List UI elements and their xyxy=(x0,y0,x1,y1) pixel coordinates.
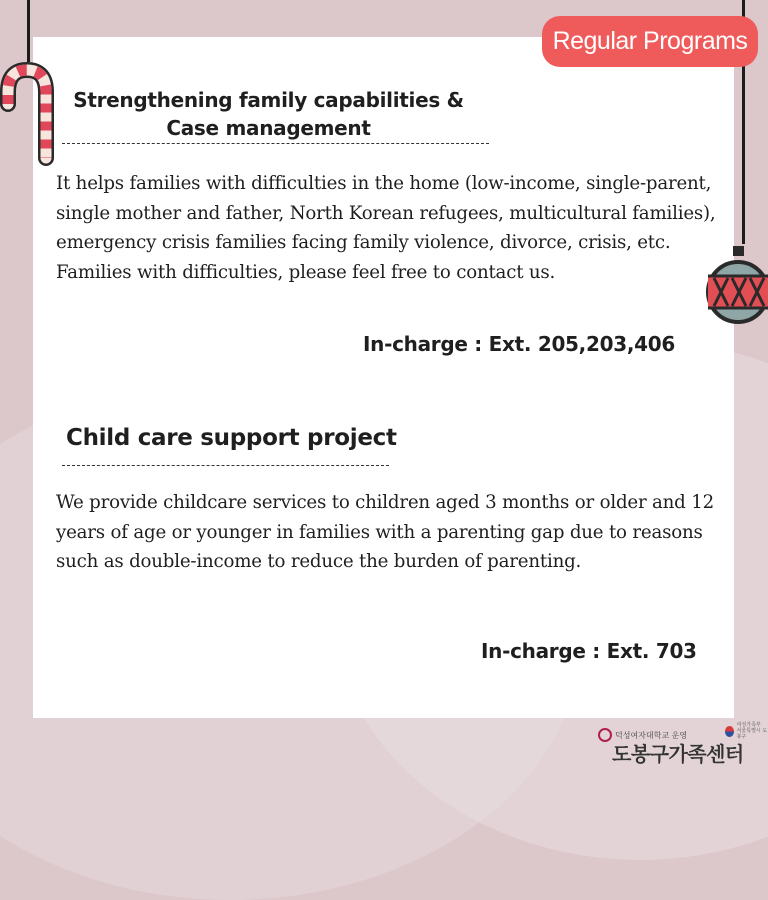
university-seal-icon xyxy=(598,728,612,742)
ministry-logo-text: 여성가족부 xyxy=(736,722,761,728)
candy-cane-icon xyxy=(0,58,64,168)
center-name: 도봉구가족센터 xyxy=(612,742,744,766)
dashed-divider xyxy=(62,465,389,466)
contact-extension: In-charge : Ext. 205,203,406 xyxy=(363,332,675,356)
ministry-logo-text: 서울특별시 도봉구 xyxy=(736,728,768,740)
dashed-divider xyxy=(62,143,489,144)
contact-extension: In-charge : Ext. 703 xyxy=(481,639,697,663)
program-title: Child care support project xyxy=(66,425,397,451)
ministry-emblem-icon xyxy=(725,726,734,737)
program-description: It helps families with difficulties in the home (low-income, single-parent, single mother and father, North Korean refugees, multicultural families), emergency crisis families facing family violence, divorce, crisis, etc. Families with difficulties, please feel free to contact us. xyxy=(56,173,716,283)
program-category-badge: Regular Programs xyxy=(542,16,758,67)
program-title-line: Case management xyxy=(166,116,371,140)
hanging-string xyxy=(742,66,745,244)
university-logo-text: 덕성여자대학교 운영 xyxy=(615,730,688,740)
program-title xyxy=(56,86,481,142)
program-description: We provide childcare services to children aged 3 months or older and 12 years of age or younger in families with a parenting gap due to reasons such as double-income to reduce the burden of parenting. xyxy=(56,492,714,572)
hanging-string xyxy=(27,0,30,62)
program-title-line: Strengthening family capabilities & xyxy=(73,88,464,112)
